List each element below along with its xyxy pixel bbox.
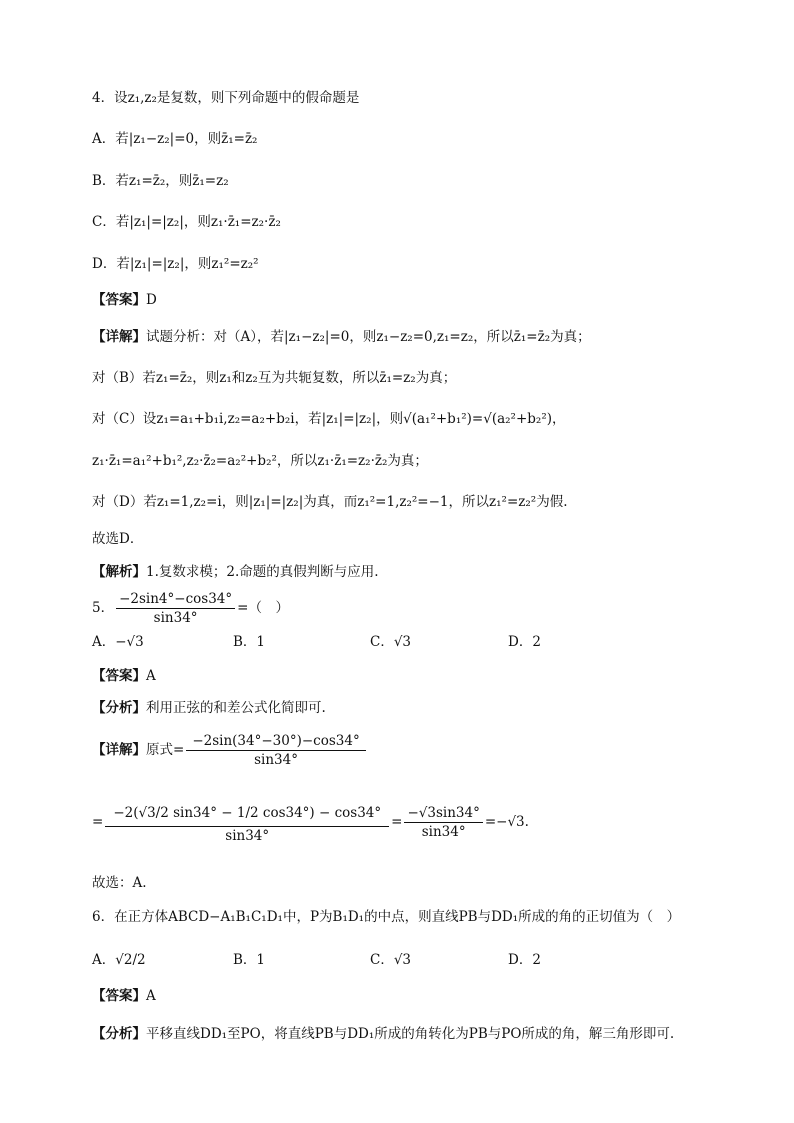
q4-detail-line-4: z₁·z̄₁=a₁²+b₁²,z₂·z̄₂=a₂²+b₂²，所以z₁·z̄₁=z₂·z̄₂为真；: [92, 453, 428, 469]
q5-option-d: D．2: [508, 634, 541, 650]
step3-result: =−√3.: [484, 814, 529, 830]
q4-answer: [92, 290, 157, 310]
analysis-tag: 【分析】: [92, 700, 146, 716]
fraction-denominator: sin34°: [225, 828, 270, 844]
q5-option-c: C．√3: [370, 634, 412, 650]
q4-option-c: C．若|z₁|=|z₂|，则z₁·z̄₁=z₂·z̄₂: [92, 214, 281, 230]
detail-tag: 【详解】: [92, 742, 146, 758]
q6-option-c: C．√3: [370, 952, 412, 968]
q5-option-a: A．−√3: [92, 634, 144, 650]
q6-answer: [92, 986, 156, 1006]
q5-answer: [92, 666, 156, 686]
fraction-numerator: −2(√3/2 sin34° − 1/2 cos34°) − cos34°: [105, 800, 389, 827]
q4-conclusion: 故选D．: [92, 531, 144, 547]
fraction-numerator: −√3sin34°: [404, 804, 482, 823]
fraction-denominator: sin34°: [254, 752, 298, 768]
answer-value: A: [146, 988, 156, 1004]
analysis-text: 1.复数求模；2.命题的真假判断与应用.: [146, 564, 379, 580]
fraction-numerator: −2sin4°−cos34°: [116, 590, 235, 609]
q5-option-b: B．1: [233, 634, 266, 650]
stem-tail: =（ ）: [237, 600, 289, 616]
q6-option-a: A．√2/2: [92, 952, 146, 968]
detail-tag: 【详解】: [92, 329, 146, 345]
question-number: 5．: [92, 600, 115, 616]
answer-value: D: [146, 292, 157, 308]
q4-detail-line-3: 对（C）设z₁=a₁+b₁i,z₂=a₂+b₂i，若|z₁|=|z₂|，则√(a₁²+b₁²)=√(a₂²+b₂²)，: [92, 411, 566, 427]
answer-tag: 【答案】: [92, 988, 146, 1004]
detail-fraction: [186, 732, 365, 769]
step3-fraction: [404, 804, 482, 841]
answer-tag: 【答案】: [92, 292, 146, 308]
fraction-numerator: −2sin(34°−30°)−cos34°: [186, 732, 365, 751]
q4-option-b: B．若z₁=z̄₂，则z̄₁=z₂: [92, 173, 229, 189]
step2-fraction: [105, 800, 389, 845]
q6-option-b: B．1: [233, 952, 266, 968]
fraction-denominator: sin34°: [421, 824, 466, 840]
q6-stem: 6．在正方体ABCD−A₁B₁C₁D₁中，P为B₁D₁的中点，则直线PB与DD₁所成的角的正切值为（ ）: [92, 909, 681, 925]
q4-option-a: A．若|z₁−z₂|=0，则z̄₁=z̄₂: [92, 131, 258, 147]
q6-analysis: [92, 1024, 674, 1044]
q5-detail-step1: [92, 732, 368, 769]
q5-analysis: [92, 698, 326, 718]
answer-value: A: [146, 668, 156, 684]
equals-sign: =: [92, 814, 104, 830]
fraction-denominator: sin34°: [153, 610, 198, 626]
q5-conclusion: 故选：A.: [92, 875, 147, 891]
q5-fraction: [116, 590, 235, 627]
answer-tag: 【答案】: [92, 668, 146, 684]
q4-detail-line-1: [92, 327, 591, 347]
analysis-tag: 【解析】: [92, 564, 146, 580]
q4-option-d: D．若|z₁|=|z₂|，则z₁²=z₂²: [92, 256, 259, 272]
equals-sign: =: [391, 814, 403, 830]
analysis-tag: 【分析】: [92, 1026, 146, 1042]
q5-stem: [92, 590, 289, 627]
analysis-text: 利用正弦的和差公式化简即可.: [146, 700, 326, 716]
detail-text: 试题分析：对（A），若|z₁−z₂|=0，则z₁−z₂=0,z₁=z₂，所以z̄₁=z̄₂为真；: [146, 329, 591, 345]
q5-detail-step2: [92, 800, 529, 845]
q6-option-d: D．2: [508, 952, 541, 968]
q4-stem: 4．设z₁,z₂是复数，则下列命题中的假命题是: [92, 90, 360, 106]
q4-detail-line-5: 对（D）若z₁=1,z₂=i，则|z₁|=|z₂|为真，而z₁²=1,z₂²=−1，所以z₁²=z₂²为假.: [92, 494, 568, 510]
detail-lead: 原式=: [146, 742, 185, 758]
analysis-text: 平移直线DD₁至PO，将直线PB与DD₁所成的角转化为PB与PO所成的角，解三角形即可.: [146, 1026, 675, 1042]
q4-analysis: [92, 562, 379, 582]
q4-detail-line-2: 对（B）若z₁=z̄₂，则z₁和z₂互为共轭复数，所以z̄₁=z₂为真；: [92, 370, 457, 386]
